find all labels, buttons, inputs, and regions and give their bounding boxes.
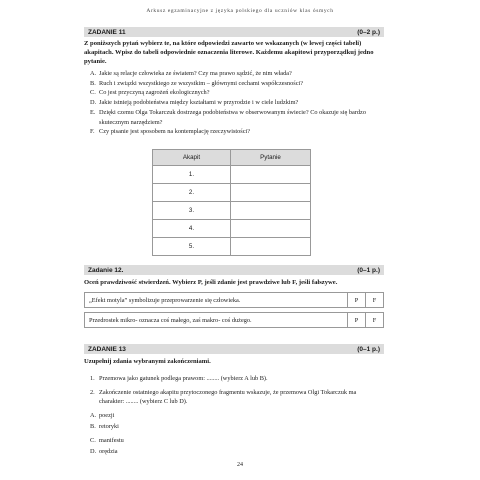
list-item (90, 388, 382, 407)
akapit-column-header: Akapit (153, 150, 231, 166)
option-a[interactable] (90, 410, 382, 421)
option-text: manifestu (99, 437, 124, 444)
question-text: Jakie istnieją podobieństwa między kształtami w przyrodzie i w ciele ludzkim? (99, 99, 299, 107)
page-header: Arkusz egzaminacyjne z języka polskiego dla uczniów klas ósmych (146, 8, 334, 14)
option-text: orędzia (99, 448, 118, 455)
akapit-table (152, 149, 311, 256)
question-c (90, 88, 382, 98)
question-text: Co jest przyczyną zagrożeń ekologicznych? (99, 89, 210, 97)
akapit-number: 4. (153, 220, 231, 238)
question-letter: D. (90, 99, 97, 107)
item-number: 1. (90, 375, 95, 382)
question-text: Dzięki czemu Olga Tokarczuk dostrzega podobieństwa w obserwowanym świecie? Co okazuje się bardzo skutecznym narzędziem? (99, 108, 366, 126)
task-13-items (90, 374, 382, 407)
task-11-questions (90, 69, 382, 137)
table-row (153, 202, 311, 220)
option-letter: B. (90, 423, 96, 430)
list-item (90, 374, 382, 384)
pytanie-column-header: Pytanie (231, 150, 311, 166)
task-13-points: (0–1 p.) (357, 345, 380, 353)
question-letter: C. (90, 89, 96, 97)
task-12-instruction: Oceń prawdziwość stwierdzeń. Wybierz P, jeśli zdanie jest prawdziwe lub F, jeśli fałszywe. (84, 279, 338, 286)
option-text: poezji (99, 412, 115, 419)
option-false[interactable]: F (366, 293, 384, 308)
option-b[interactable] (90, 421, 382, 432)
table-row (153, 166, 311, 184)
question-text: Czy pisanie jest sposobem na kontemplację rzeczywistości? (99, 128, 251, 136)
question-f (90, 127, 382, 137)
item-text: Zakończenie ostatniego akapitu przytoczonego fragmentu wskazuje, że przemowa Olgi Tokarczuk ma charakter: ........ (wybierz C lub D). (99, 388, 357, 405)
table-row (85, 313, 384, 328)
option-d[interactable] (90, 446, 382, 457)
item-number: 2. (90, 388, 95, 396)
task-13-title: ZADANIE 13 (88, 345, 126, 353)
task-13-header (84, 344, 384, 354)
question-d (90, 98, 382, 108)
table-row (85, 293, 384, 308)
option-letter: C. (90, 437, 96, 444)
answer-cell[interactable] (231, 220, 311, 238)
question-letter: F. (90, 128, 95, 136)
question-a (90, 69, 382, 79)
task-13-instruction: Uzupełnij zdania wybranymi zakończeniami. (84, 358, 211, 365)
option-false[interactable]: F (366, 313, 384, 328)
task-11-instruction: Z poniższych pytań wybierz te, na które odpowiedzi zawarto we wskazanych (w lewej części tabeli) akapitach. Wpisz do tabeli odpowiednie oznaczenia literowe. Każdemu akapitowi przyporządkuj jedno pytanie. (84, 40, 374, 66)
option-letter: A. (90, 412, 97, 419)
answer-cell[interactable] (231, 166, 311, 184)
akapit-number: 3. (153, 202, 231, 220)
table-row (153, 220, 311, 238)
question-letter: A. (90, 70, 97, 77)
question-text: Jakie są relacje człowieka ze światem? Czy ma prawo sądzić, że nim włada? (99, 70, 292, 77)
option-true[interactable]: P (348, 313, 366, 328)
table-row (153, 184, 311, 202)
akapit-number: 1. (153, 166, 231, 184)
option-text: retoryki (99, 423, 119, 430)
page-number: 24 (237, 462, 243, 468)
akapit-number: 5. (153, 238, 231, 256)
question-e (90, 108, 382, 127)
question-letter: E. (90, 108, 96, 116)
question-text: Ruch i związki wszystkiego ze wszystkim – głównymi cechami współczesności? (99, 79, 304, 87)
answer-cell[interactable] (231, 202, 311, 220)
task-11-points: (0–2 p.) (357, 28, 380, 36)
akapit-number: 2. (153, 184, 231, 202)
task-11-header (84, 27, 384, 37)
task-12-title: Zadanie 12. (88, 266, 124, 274)
task-12-points: (0–1 p.) (357, 266, 380, 274)
question-b (90, 79, 382, 89)
task-13-options (90, 410, 382, 457)
answer-cell[interactable] (231, 238, 311, 256)
statement-text: „Efekt motyla” symbolizuje przeprowarzenie się człowieka. (85, 293, 348, 308)
answer-cell[interactable] (231, 184, 311, 202)
option-true[interactable]: P (348, 293, 366, 308)
task-12-header (84, 265, 384, 275)
option-c[interactable] (90, 435, 382, 446)
true-false-table (84, 292, 384, 308)
table-row (153, 238, 311, 256)
item-text: Przemowa jako gatunek podlega prawom: ........ (wybierz A lub B). (99, 375, 268, 382)
option-letter: D. (90, 448, 97, 455)
question-letter: B. (90, 79, 96, 87)
true-false-table (84, 312, 384, 328)
task-11-title: ZADANIE 11 (88, 28, 126, 36)
statement-text: Przedrostek mikro- oznacza coś małego, zaś makro- coś dużego. (85, 313, 348, 328)
